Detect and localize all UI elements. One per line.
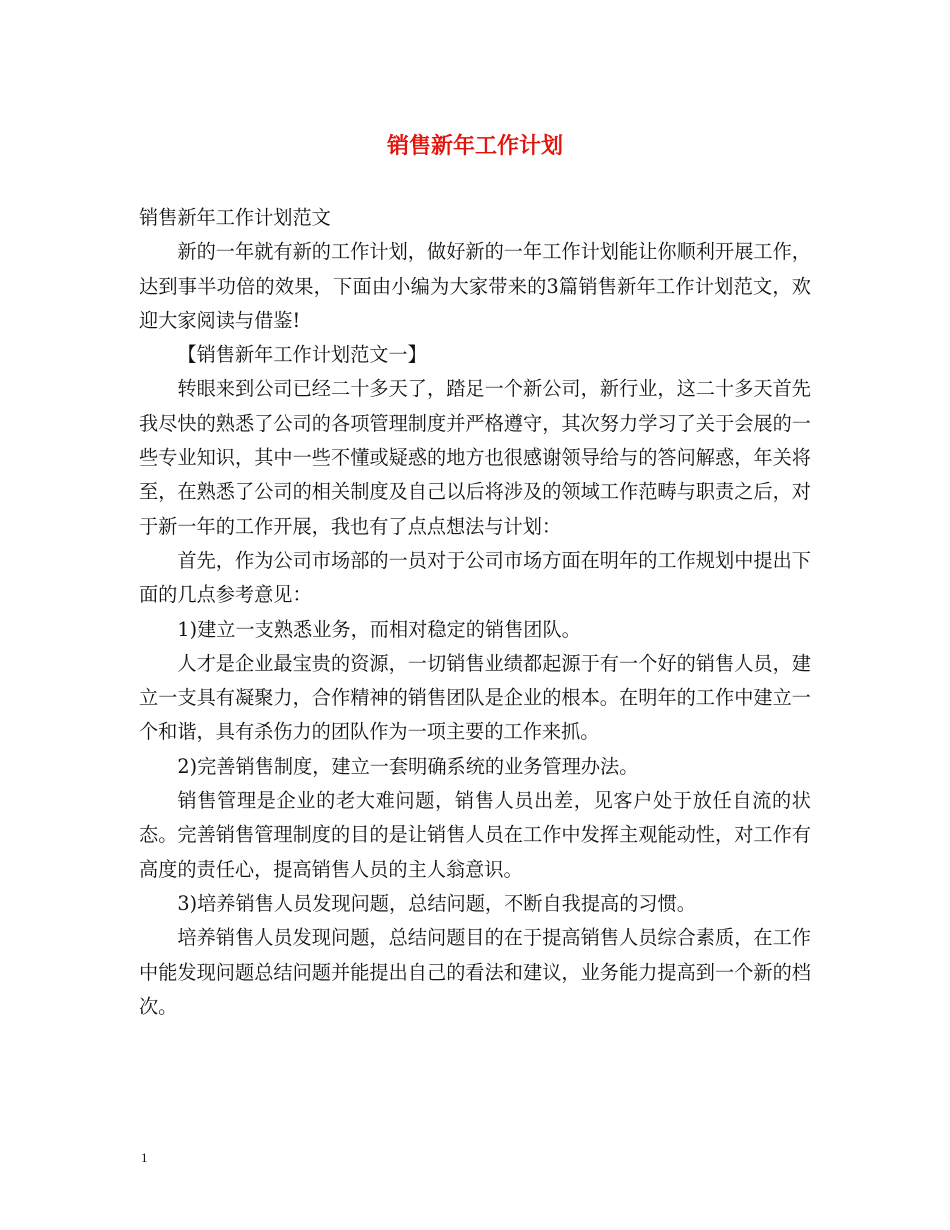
paragraph-section-heading: 【销售新年工作计划范文一】 xyxy=(177,343,427,367)
paragraph-body: 培养销售人员发现问题，总结问题目的在于提高销售人员综合素质，在工作中能发现问题总结问题并能提出自己的看法和建议，业务能力提高到一个新的档次。 xyxy=(139,926,811,1018)
page-number: 1 xyxy=(141,1150,148,1165)
paragraph-body: 人才是企业最宝贵的资源，一切销售业绩都起源于有一个好的销售人员，建立一支具有凝聚力，合作精神的销售团队是企业的根本。在明年的工作中建立一个和谐，具有杀伤力的团队作为一项主要的工作来抓。 xyxy=(139,651,811,744)
paragraph-body: 销售管理是企业的老大难问题，销售人员出差，见客户处于放任自流的状态。完善销售管理制度的目的是让销售人员在工作中发挥主观能动性，对工作有高度的责任心，提高销售人员的主人翁意识。 xyxy=(139,789,811,881)
paragraph-subtitle: 销售新年工作计划范文 xyxy=(139,206,331,229)
document-title: 销售新年工作计划 xyxy=(386,133,563,159)
paragraph-intro: 新的一年就有新的工作计划，做好新的一年工作计划能让你顺利开展工作，达到事半功倍的效果，下面由小编为大家带来的3篇销售新年工作计划范文，欢迎大家阅读与借鉴! xyxy=(139,240,811,332)
paragraph-list-item: 1)建立一支熟悉业务，而相对稳定的销售团队。 xyxy=(177,617,581,641)
paragraph-list-item: 2)完善销售制度，建立一套明确系统的业务管理办法。 xyxy=(177,754,639,778)
paragraph-list-item: 3)培养销售人员发现问题，总结问题，不断自我提高的习惯。 xyxy=(177,891,696,915)
paragraph-body: 转眼来到公司已经二十多天了，踏足一个新公司，新行业，这二十多天首先我尽快的熟悉了公司的各项管理制度并严格遵守，其次努力学习了关于会展的一些专业知识，其中一些不懂或疑惑的地方也很感谢领导给与的答问解惑，年关将至，在熟悉了公司的相关制度及自己以后将涉及的领域工作范畴与职责之后，对于新一年的工作开展，我也有了点点想法与计划： xyxy=(139,377,811,538)
document-body xyxy=(139,201,811,1024)
paragraph-body: 首先，作为公司市场部的一员对于公司市场方面在明年的工作规划中提出下面的几点参考意见： xyxy=(139,548,811,607)
